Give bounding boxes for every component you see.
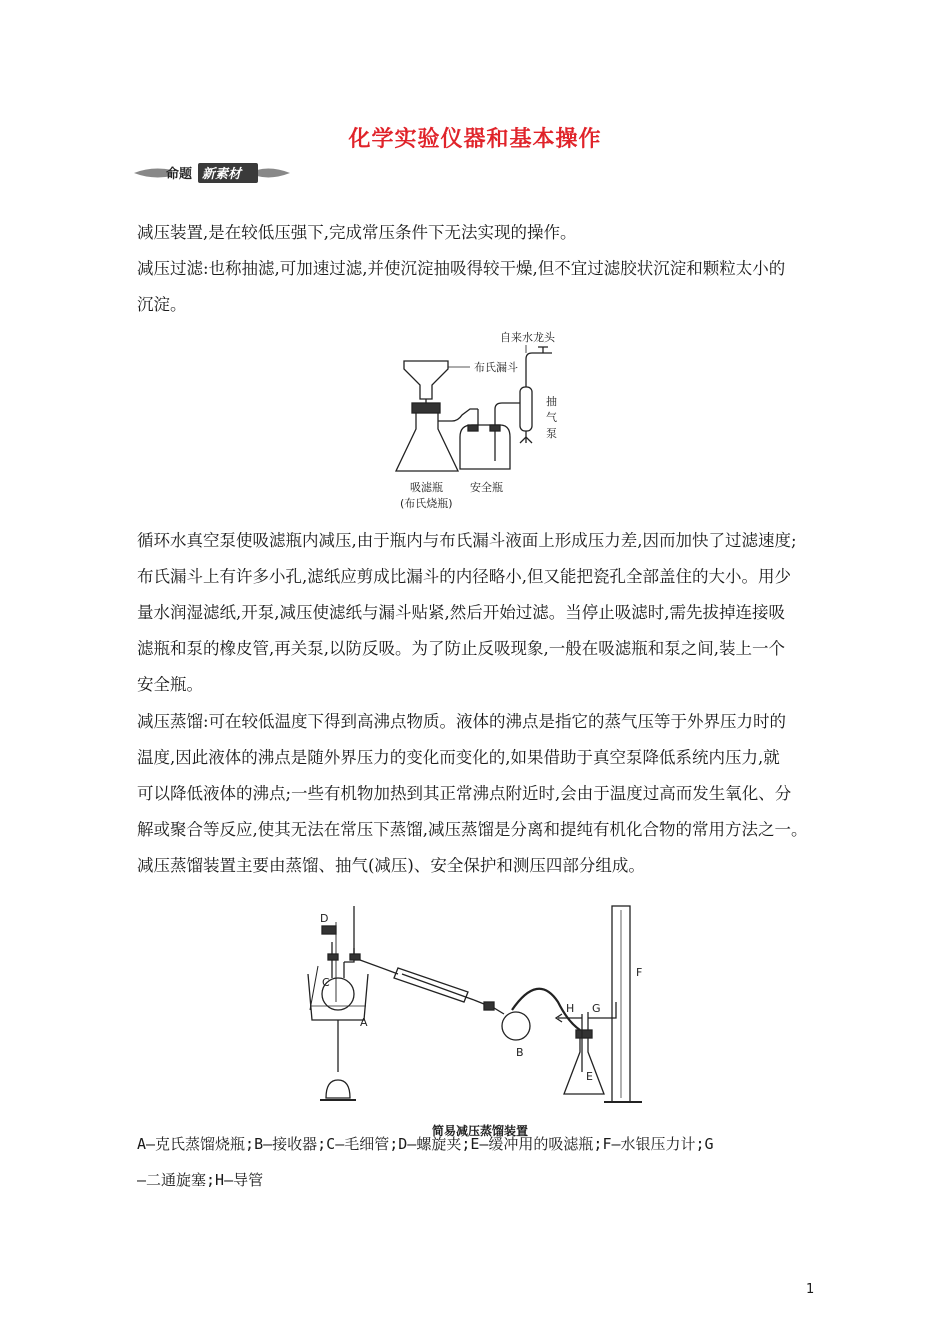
label-tap: 自来水龙头 xyxy=(500,331,555,344)
label-pump-2: 气 xyxy=(546,411,557,424)
filtration-line-4: 滤瓶和泵的橡皮管,再关泵,以防反吸。为了防止反吸现象,一般在吸滤瓶和泵之间,装上一个 xyxy=(137,639,785,658)
bath-thermometer xyxy=(310,966,318,1010)
filtration-line-5: 安全瓶。 xyxy=(137,675,203,694)
label-a: A xyxy=(360,1016,368,1029)
banner-right-text: 新素材 xyxy=(202,167,242,182)
filter-flask-shape xyxy=(396,413,458,471)
distillation-line-1: 减压蒸馏:可在较低温度下得到高沸点物质。液体的沸点是指它的蒸气压等于外界压力时的 xyxy=(137,712,787,731)
condenser-inlet xyxy=(360,960,398,974)
distillation-line-5: 减压蒸馏装置主要由蒸馏、抽气(减压)、安全保护和测压四部分组成。 xyxy=(137,856,645,875)
filtration-line-3: 量水润湿滤纸,开泵,减压使滤纸与漏斗贴紧,然后开始过滤。当停止吸滤时,需先拔掉连接吸 xyxy=(137,603,785,622)
section-banner xyxy=(132,160,292,186)
label-h: H xyxy=(566,1002,575,1015)
label-funnel: 布氏漏斗 xyxy=(474,361,518,374)
distillation-line-2: 温度,因此液体的沸点是随外界压力的变化而变化的,如果借助于真空泵降低系统内压力,就 xyxy=(137,748,780,767)
faucet-pipe xyxy=(526,353,552,365)
adapter-stopper xyxy=(484,1002,494,1010)
distillation-line-4: 解或聚合等反应,使其无法在常压下蒸馏,减压蒸馏是分离和提纯有机化合物的常用方法之一。 xyxy=(137,820,808,839)
heating-bath xyxy=(308,974,368,1020)
label-g: G xyxy=(592,1002,601,1015)
label-c: C xyxy=(322,976,330,989)
stopper-1 xyxy=(328,954,338,960)
condenser-inner-tube xyxy=(402,974,474,1000)
intro-line-2: 减压过滤:也称抽滤,可加速过滤,并使沉淀抽吸得较干燥,但不宜过滤胶状沉淀和颗粒太小的 xyxy=(137,259,786,278)
intro-line-1: 减压装置,是在较低压强下,完成常压条件下无法实现的操作。 xyxy=(137,223,577,242)
distillation-paragraph xyxy=(137,704,827,884)
intro-line-3: 沉淀。 xyxy=(137,295,187,314)
flask-stopper xyxy=(412,403,440,413)
label-flask-alt: (布氏烧瓶) xyxy=(400,497,453,510)
burner-icon xyxy=(326,1080,350,1098)
vacuum-distillation-diagram xyxy=(298,902,660,1118)
label-safety: 安全瓶 xyxy=(470,481,503,494)
filtration-paragraph xyxy=(137,523,827,703)
label-d: D xyxy=(320,912,329,925)
legend-line-2: —二通旋塞;H—导管 xyxy=(137,1171,264,1189)
buchner-funnel-shape xyxy=(404,361,448,399)
receiver-flask xyxy=(502,1012,530,1040)
legend-paragraph xyxy=(137,1126,827,1198)
label-f: F xyxy=(636,966,643,979)
filtration-line-2: 布氏漏斗上有许多小孔,滤纸应剪成比漏斗的内径略小,但又能把瓷孔全部盖住的大小。用少 xyxy=(137,567,791,586)
side-arm-tube xyxy=(438,409,478,421)
figure2-caption: 简易减压蒸馏装置 xyxy=(431,1124,528,1138)
label-b: B xyxy=(516,1046,524,1059)
page-title: 化学实验仪器和基本操作 xyxy=(348,126,602,152)
aspirator-body xyxy=(520,387,532,431)
stopper-2 xyxy=(350,954,360,960)
page-number: 1 xyxy=(806,1282,815,1297)
distillation-line-3: 可以降低液体的沸点;一些有机物加热到其正常沸点附近时,会由于温度过高而发生氧化、分 xyxy=(137,784,792,803)
buffer-stopper xyxy=(576,1030,592,1038)
faucet-handle-icon xyxy=(538,347,548,353)
bottle-stopper-1 xyxy=(468,425,478,431)
banner-right-swoosh-icon xyxy=(257,169,290,178)
bottle-stopper-2 xyxy=(490,425,500,431)
screw-clamp xyxy=(322,926,336,934)
label-pump-3: 泵 xyxy=(546,427,557,440)
intro-paragraph xyxy=(137,215,827,323)
buffer-flask xyxy=(564,1036,604,1094)
legend-line-1: A—克氏蒸馏烧瓶;B—接收器;C—毛细管;D—螺旋夹;E—缓冲用的吸滤瓶;F—水银压力计;G xyxy=(137,1135,714,1153)
label-e: E xyxy=(586,1070,593,1083)
label-flask: 吸滤瓶 xyxy=(410,481,443,494)
vacuum-filtration-diagram xyxy=(380,325,610,520)
filtration-line-1: 循环水真空泵使吸滤瓶内减压,由于瓶内与布氏漏斗液面上形成压力差,因而加快了过滤速度; xyxy=(137,531,797,550)
banner-left-text: 命题 xyxy=(166,167,193,182)
connector-tube-2 xyxy=(495,403,520,425)
label-pump-1: 抽 xyxy=(546,395,557,408)
